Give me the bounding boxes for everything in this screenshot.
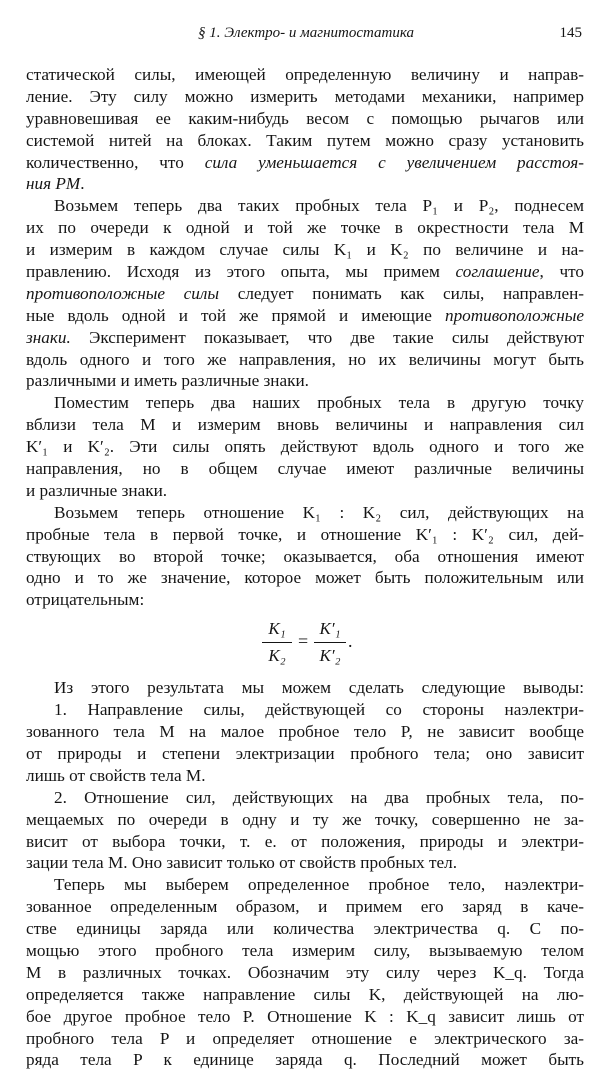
- text-line: и различные знаки.: [26, 480, 168, 500]
- text-line: уравновешивая ее каким-нибудь весом с помощью рычагов или: [26, 108, 584, 128]
- text-line: лишь от свойств тела M.: [26, 765, 206, 785]
- fraction-numerator: K′₁: [319, 619, 341, 639]
- text-line: бое другое пробное тело P. Отношение K : K_q зависит лишь от: [26, 1006, 584, 1026]
- emphasis: знаки.: [26, 327, 71, 347]
- text-line: [26, 305, 584, 327]
- text-line: [26, 152, 584, 174]
- fraction-numerator: K₁: [268, 619, 286, 639]
- text-line: [26, 327, 584, 349]
- fraction-bar: [314, 642, 346, 643]
- text-line: K′₁ и K′₂. Эти силы опять действуют вдоль одного и того же: [26, 437, 584, 457]
- text-line: от природы и степени электризации пробного тела; оно зависит: [26, 743, 584, 763]
- page-number: 145: [559, 25, 582, 41]
- text-line: статической силы, имеющей определенную величину и направ-: [26, 65, 584, 84]
- text-line: их по очереди к одной и той же точке в окрестности тела M: [26, 218, 584, 238]
- text-line: мощью этого пробного тела измерим силу, вызываемую телом: [26, 940, 584, 960]
- text-line: Поместим теперь два наших пробных тела в другую точку: [54, 393, 584, 413]
- text-line: [26, 261, 584, 283]
- text-line: отрицательным:: [26, 590, 145, 610]
- text-span: следует понимать как силы, направлен-: [219, 283, 584, 303]
- ratio-formula: [26, 611, 584, 677]
- text-line: направления, но в общем случае имеют различные величины: [26, 459, 584, 479]
- text-line: [26, 283, 584, 305]
- fraction-denominator: K₂: [268, 646, 286, 666]
- text-line: определяется также направление силы K, действующей на лю-: [26, 984, 584, 1004]
- text-line: зованного тела M на малое пробное тело P, не зависит вообще: [26, 722, 584, 742]
- text-line: M в различных точках. Обозначим эту силу через K_q. Тогда: [26, 962, 584, 982]
- text-line: 2. Отношение сил, действующих на два пробных тела, по-: [54, 787, 584, 807]
- formula-period: .: [348, 631, 353, 652]
- text-line: вблизи тела M и измерим вновь величины и направления сил: [26, 415, 584, 435]
- text-line: системой нитей на блоках. Таким путем можно сразу установить: [26, 130, 584, 150]
- text-span: .: [80, 174, 85, 194]
- section-title: § 1. Электро- и магнитостатика: [197, 25, 415, 41]
- emphasis: противоположные: [444, 305, 584, 325]
- text-line: различными и иметь различные знаки.: [26, 371, 309, 391]
- text-line: стве единицы заряда или количества электричества q. С по-: [26, 919, 584, 939]
- text-line: ление. Эту силу можно измерить методами механики, например: [26, 86, 584, 106]
- fraction-right: [314, 617, 346, 668]
- text-span: Эксперимент показывает, что две такие силы действуют: [70, 327, 584, 347]
- text-line: пробные тела в первой точке, и отношение K′₁ : K′₂ сил, дей-: [26, 524, 584, 544]
- text-span: ные вдоль одной и той же прямой и имеющие: [26, 305, 445, 325]
- text-line: вдоль одного и того же направления, но их величины могут быть: [26, 349, 584, 369]
- fraction-bar: [262, 642, 292, 643]
- text-line: [26, 173, 584, 195]
- text-line: зованное определенным образом, и примем его заряд в каче-: [26, 897, 584, 917]
- text-span: , что: [539, 262, 584, 282]
- text-line: 1. Направление силы, действующей со стороны наэлектри-: [54, 700, 584, 720]
- emphasis: сила уменьшается с увеличением расстоя-: [204, 152, 584, 172]
- text-line: Теперь мы выберем определенное пробное тело, наэлектри-: [54, 875, 584, 895]
- text-span: правлению. Исходя из этого опыта, мы примем: [26, 262, 456, 282]
- emphasis: противоположные силы: [26, 283, 220, 303]
- page-body: [26, 64, 584, 1071]
- fraction-left: [262, 617, 292, 668]
- emphasis: ния PM: [26, 174, 81, 194]
- text-line: Возьмем теперь отношение K₁ : K₂ сил, действующих на: [54, 502, 584, 522]
- text-line: висит от выбора точки, т. е. от положения, природы и электри-: [26, 831, 584, 851]
- page-header: [26, 25, 586, 47]
- text-line: одно и то же значение, которое может быть положительным или: [26, 568, 584, 588]
- text-line: зации тела M. Оно зависит только от свойств пробных тел.: [26, 853, 458, 873]
- fraction-denominator: K′₂: [319, 646, 341, 666]
- text-line: ствующих во второй точке; оказывается, оба отношения имеют: [26, 546, 584, 566]
- text-line: ряда тела P к единице заряда q. Последний может быть: [26, 1050, 584, 1070]
- text-line: и измерим в каждом случае силы K₁ и K₂ по величине и на-: [26, 240, 584, 260]
- text-line: пробного тела P и определяет отношение e электрического за-: [26, 1028, 584, 1048]
- text-line: Из этого результата мы можем сделать следующие выводы:: [54, 678, 584, 698]
- equals-sign: =: [298, 631, 309, 652]
- text-line: Возьмем теперь два таких пробных тела P₁ и P₂, поднесем: [54, 196, 584, 216]
- text-span: количественно, что: [26, 152, 205, 172]
- text-line: мещаемых по очереди в одну и ту же точку, совершенно не за-: [26, 809, 584, 829]
- emphasis: соглашение: [455, 262, 540, 282]
